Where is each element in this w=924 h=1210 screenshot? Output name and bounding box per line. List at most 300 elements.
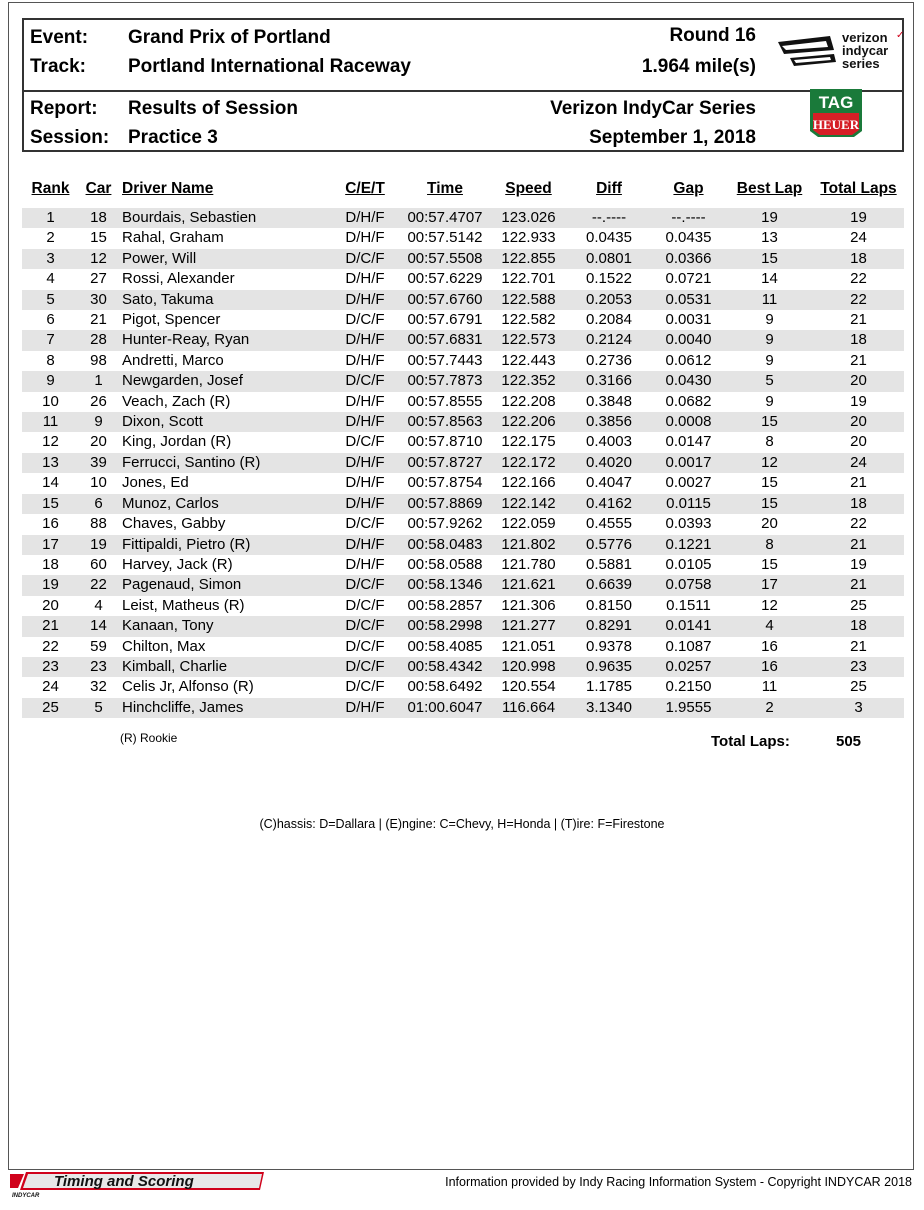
cell-total-laps: 18 [813, 249, 904, 269]
cell-car: 98 [90, 351, 107, 369]
col-header-cet: C/E/T [345, 180, 385, 197]
cell-time: 00:58.1346 [400, 575, 490, 595]
session-label: Session: [30, 127, 110, 148]
cell-driver: Bourdais, Sebastien [118, 208, 330, 228]
cell-gap: 0.0430 [651, 371, 726, 391]
heuer-text: HEUER [812, 117, 860, 132]
cell-cet: D/C/F [330, 249, 400, 269]
cell-time: 00:57.8754 [407, 474, 483, 492]
cell-time: 00:58.2857 [407, 596, 483, 614]
table-row [22, 290, 904, 310]
cell-speed: 121.802 [490, 535, 567, 555]
cell-rank: 14 [42, 474, 59, 492]
cell-time: 00:57.8710 [407, 433, 483, 451]
cell-time: 00:57.8869 [400, 494, 490, 514]
tag-heuer-logo [806, 87, 866, 139]
cell-speed: 122.573 [490, 330, 567, 350]
cell-driver: Pagenaud, Simon [118, 575, 330, 595]
cell-speed: 122.933 [501, 229, 556, 247]
cell-gap: 0.0435 [665, 229, 712, 247]
cell-diff: 0.4555 [586, 515, 632, 533]
cell-gap: 0.0141 [651, 616, 726, 636]
cell-time: 00:57.7873 [400, 371, 490, 391]
cell-best-lap: 5 [726, 371, 813, 391]
cell-driver: Kimball, Charlie [118, 657, 330, 677]
cell-best-lap: 11 [726, 290, 813, 310]
cell-best-lap: 19 [726, 208, 813, 228]
col-header-speed: Speed [505, 180, 552, 197]
cell-time: 00:58.0483 [400, 535, 490, 555]
cell-speed: 122.172 [490, 453, 567, 473]
cell-best-lap: 12 [761, 596, 778, 614]
cell-total-laps: 21 [850, 311, 867, 329]
col-header-driver: Driver Name [122, 180, 214, 197]
header-divider [24, 90, 902, 92]
cell-speed: 120.554 [501, 678, 556, 696]
cell-driver: Hinchcliffe, James [118, 698, 330, 718]
cell-driver: Pigot, Spencer [122, 311, 221, 329]
cell-cet: D/C/F [330, 616, 400, 636]
cell-driver: Harvey, Jack (R) [122, 555, 233, 573]
cell-speed: 122.142 [490, 494, 567, 514]
cell-best-lap: 2 [726, 698, 813, 718]
cell-gap: 0.0531 [651, 290, 726, 310]
table-row [22, 330, 904, 350]
cell-speed: 122.701 [501, 270, 556, 288]
cell-total-laps: 18 [813, 616, 904, 636]
cell-cet: D/H/F [330, 494, 400, 514]
cell-total-laps: 25 [850, 596, 867, 614]
col-header-time: Time [427, 180, 463, 197]
cell-rank: 7 [22, 330, 79, 350]
cell-cet: D/C/F [345, 637, 385, 655]
cell-diff: 0.3856 [567, 412, 651, 432]
cell-speed: 122.352 [490, 371, 567, 391]
table-row [22, 392, 904, 412]
cell-speed: 122.443 [501, 351, 556, 369]
cell-gap: 0.0366 [651, 249, 726, 269]
cell-diff: 0.0801 [567, 249, 651, 269]
cell-driver: Newgarden, Josef [118, 371, 330, 391]
cell-total-laps: 19 [813, 208, 904, 228]
cell-cet: D/C/F [330, 657, 400, 677]
col-header-gap: Gap [673, 180, 704, 197]
cell-car: 10 [90, 474, 107, 492]
cell-total-laps: 23 [813, 657, 904, 677]
cell-best-lap: 4 [726, 616, 813, 636]
cell-gap: 0.0031 [665, 311, 712, 329]
cell-rank: 19 [22, 575, 79, 595]
cell-cet: D/H/F [345, 555, 385, 573]
cell-rank: 17 [22, 535, 79, 555]
cell-total-laps: 22 [850, 515, 867, 533]
cell-time: 00:57.6831 [400, 330, 490, 350]
cell-driver: Dixon, Scott [118, 412, 330, 432]
cell-total-laps: 24 [813, 453, 904, 473]
event-value: Grand Prix of Portland [128, 27, 331, 48]
col-header-rank: Rank [31, 180, 70, 197]
cell-diff: 0.2053 [567, 290, 651, 310]
cell-cet: D/C/F [345, 678, 385, 696]
cell-driver: Fittipaldi, Pietro (R) [118, 535, 330, 555]
cell-speed: 121.306 [501, 596, 556, 614]
logo-series-text: series [842, 56, 880, 71]
cell-best-lap: 9 [765, 311, 774, 329]
cell-rank: 5 [22, 290, 79, 310]
table-row [22, 453, 904, 473]
cell-car: 22 [79, 575, 118, 595]
cell-diff: 0.9635 [567, 657, 651, 677]
cell-total-laps: 21 [850, 637, 867, 655]
cell-gap: --.---- [651, 208, 726, 228]
cell-car: 19 [79, 535, 118, 555]
timing-and-scoring-logo [10, 1170, 264, 1198]
cell-gap: 0.0017 [651, 453, 726, 473]
session-date: September 1, 2018 [589, 127, 756, 148]
cell-car: 18 [79, 208, 118, 228]
round-number: Round 16 [669, 25, 756, 46]
cell-gap: 0.0682 [665, 392, 712, 410]
cell-total-laps: 20 [813, 412, 904, 432]
cell-time: 01:00.6047 [400, 698, 490, 718]
cell-gap: 0.0040 [651, 330, 726, 350]
cell-cet: D/H/F [330, 412, 400, 432]
cell-best-lap: 12 [726, 453, 813, 473]
cell-time: 00:58.0588 [407, 555, 483, 573]
cell-cet: D/C/F [345, 596, 385, 614]
cell-cet: D/H/F [345, 270, 385, 288]
cell-total-laps: 25 [850, 678, 867, 696]
cell-rank: 25 [22, 698, 79, 718]
cell-speed: 123.026 [490, 208, 567, 228]
cell-best-lap: 16 [726, 657, 813, 677]
cell-time: 00:58.4085 [407, 637, 483, 655]
cell-gap: 0.0115 [651, 494, 726, 514]
cell-driver: Andretti, Marco [122, 351, 224, 369]
cell-car: 6 [79, 494, 118, 514]
cell-car: 28 [79, 330, 118, 350]
total-laps-label: Total Laps: [711, 733, 790, 750]
table-row [22, 208, 904, 228]
cell-total-laps: 3 [813, 698, 904, 718]
cell-best-lap: 16 [761, 637, 778, 655]
tag-text: TAG [818, 93, 854, 112]
cell-best-lap: 15 [761, 474, 778, 492]
cell-total-laps: 19 [850, 392, 867, 410]
cell-speed: 122.588 [490, 290, 567, 310]
cell-car: 12 [79, 249, 118, 269]
cell-time: 00:57.4707 [400, 208, 490, 228]
cell-best-lap: 15 [761, 555, 778, 573]
cell-best-lap: 8 [726, 535, 813, 555]
cell-diff: 0.6639 [567, 575, 651, 595]
cell-speed: 121.621 [490, 575, 567, 595]
cell-diff: --.---- [567, 208, 651, 228]
cell-driver: Jones, Ed [122, 474, 189, 492]
cell-time: 00:57.8727 [400, 453, 490, 473]
cell-best-lap: 15 [726, 494, 813, 514]
cell-car: 15 [90, 229, 107, 247]
cell-driver: Rossi, Alexander [122, 270, 235, 288]
cell-car: 39 [79, 453, 118, 473]
footer-logo-sub: INDYCAR [12, 1193, 40, 1199]
table-row [22, 535, 904, 555]
cell-driver: Hunter-Reay, Ryan [118, 330, 330, 350]
cell-driver: Celis Jr, Alfonso (R) [122, 678, 254, 696]
cell-time: 00:57.5142 [407, 229, 483, 247]
cell-diff: 0.1522 [586, 270, 632, 288]
cell-car: 26 [90, 392, 107, 410]
table-row [22, 555, 904, 575]
table-row [22, 249, 904, 269]
table-row [22, 371, 904, 391]
cell-gap: 0.0393 [665, 515, 712, 533]
cell-driver: Power, Will [118, 249, 330, 269]
table-row [22, 677, 904, 697]
cell-total-laps: 21 [813, 535, 904, 555]
table-row [22, 432, 904, 452]
table-row [22, 269, 904, 289]
session-value: Practice 3 [128, 127, 218, 148]
cell-gap: 0.0008 [651, 412, 726, 432]
cell-cet: D/H/F [345, 351, 385, 369]
cell-cet: D/H/F [345, 229, 385, 247]
table-header-row [22, 178, 904, 200]
cet-legend: (C)hassis: D=Dallara | (E)ngine: C=Chevy, H=Honda | (T)ire: F=Firestone [259, 817, 665, 831]
cell-gap: 0.2150 [665, 678, 712, 696]
cell-diff: 0.3848 [586, 392, 632, 410]
report-value: Results of Session [128, 98, 298, 119]
cell-rank: 22 [42, 637, 59, 655]
cell-speed: 122.582 [501, 311, 556, 329]
table-row [22, 514, 904, 534]
cell-cet: D/H/F [330, 290, 400, 310]
cell-rank: 1 [22, 208, 79, 228]
cell-total-laps: 19 [850, 555, 867, 573]
cell-best-lap: 20 [761, 515, 778, 533]
cell-time: 00:57.6229 [407, 270, 483, 288]
cell-total-laps: 18 [813, 330, 904, 350]
cell-gap: 0.0721 [665, 270, 712, 288]
cell-rank: 4 [46, 270, 55, 288]
cell-speed: 122.208 [501, 392, 556, 410]
results-body [22, 208, 904, 718]
cell-speed: 122.166 [501, 474, 556, 492]
cell-total-laps: 22 [850, 270, 867, 288]
footer-copyright: Information provided by Indy Racing Information System - Copyright INDYCAR 2018 [445, 1175, 912, 1189]
cell-diff: 0.8291 [567, 616, 651, 636]
track-label: Track: [30, 56, 86, 77]
track-distance: 1.964 mile(s) [641, 56, 756, 77]
cell-cet: D/H/F [330, 208, 400, 228]
cell-cet: D/H/F [330, 330, 400, 350]
cell-speed: 122.059 [501, 515, 556, 533]
cell-best-lap: 9 [765, 351, 774, 369]
cell-rank: 9 [22, 371, 79, 391]
cell-car: 1 [79, 371, 118, 391]
cell-best-lap: 11 [761, 678, 778, 696]
cell-total-laps: 24 [850, 229, 867, 247]
cell-best-lap: 9 [765, 392, 774, 410]
cell-best-lap: 15 [726, 249, 813, 269]
table-row [22, 657, 904, 677]
cell-rank: 16 [42, 515, 59, 533]
cell-time: 00:57.9262 [407, 515, 483, 533]
cell-diff: 0.3166 [567, 371, 651, 391]
table-row [22, 228, 904, 248]
cell-time: 00:57.6760 [400, 290, 490, 310]
cell-cet: D/H/F [345, 474, 385, 492]
cell-rank: 6 [46, 311, 55, 329]
footer-logo-text: Timing and Scoring [54, 1173, 194, 1190]
cell-gap: 1.9555 [651, 698, 726, 718]
cell-diff: 1.1785 [586, 678, 632, 696]
cell-gap: 0.1511 [666, 596, 711, 614]
cell-diff: 0.9378 [586, 637, 632, 655]
cell-gap: 0.0257 [651, 657, 726, 677]
cell-best-lap: 9 [726, 330, 813, 350]
cell-time: 00:58.6492 [407, 678, 483, 696]
cell-driver: Kanaan, Tony [118, 616, 330, 636]
cell-car: 60 [90, 555, 107, 573]
cell-best-lap: 14 [761, 270, 778, 288]
cell-speed: 120.998 [490, 657, 567, 677]
cell-car: 23 [79, 657, 118, 677]
cell-total-laps: 21 [850, 351, 867, 369]
cell-time: 00:57.6791 [407, 311, 483, 329]
cell-gap: 0.0612 [665, 351, 712, 369]
cell-total-laps: 18 [813, 494, 904, 514]
col-header-best-lap: Best Lap [736, 180, 803, 197]
cell-car: 4 [94, 596, 103, 614]
report-label: Report: [30, 98, 98, 119]
cell-speed: 121.780 [501, 555, 556, 573]
event-label: Event: [30, 27, 89, 48]
table-row [22, 575, 904, 595]
cell-car: 14 [79, 616, 118, 636]
cell-diff: 0.5881 [586, 555, 632, 573]
cell-time: 00:57.7443 [407, 351, 483, 369]
cell-car: 27 [90, 270, 107, 288]
col-header-car: Car [85, 180, 112, 197]
cell-gap: 0.1087 [665, 637, 712, 655]
cell-cet: D/C/F [330, 575, 400, 595]
table-row [22, 596, 904, 616]
table-row [22, 473, 904, 493]
cell-total-laps: 22 [813, 290, 904, 310]
table-row [22, 494, 904, 514]
cell-speed: 121.277 [490, 616, 567, 636]
verizon-check-icon: ✓ [896, 30, 905, 41]
total-laps-value: 505 [836, 733, 862, 750]
cell-rank: 10 [42, 392, 59, 410]
cell-best-lap: 8 [765, 433, 774, 451]
col-header-total-laps: Total Laps [820, 180, 897, 197]
cell-gap: 0.0147 [665, 433, 712, 451]
table-row [22, 310, 904, 330]
cell-driver: Rahal, Graham [122, 229, 224, 247]
table-row [22, 698, 904, 718]
cell-car: 20 [90, 433, 107, 451]
cell-car: 30 [79, 290, 118, 310]
cell-driver: Veach, Zach (R) [122, 392, 231, 410]
cell-diff: 0.4047 [586, 474, 632, 492]
cell-diff: 0.2736 [586, 351, 632, 369]
cell-time: 00:57.8563 [400, 412, 490, 432]
cell-speed: 122.175 [501, 433, 556, 451]
cell-rank: 20 [42, 596, 59, 614]
cell-total-laps: 21 [813, 575, 904, 595]
cell-gap: 0.0758 [651, 575, 726, 595]
cell-car: 5 [79, 698, 118, 718]
logo-verizon-text: verizon [842, 30, 888, 45]
results-table [22, 178, 904, 718]
cell-rank: 24 [42, 678, 59, 696]
cell-total-laps: 20 [850, 433, 867, 451]
cell-car: 9 [79, 412, 118, 432]
cell-speed: 122.855 [490, 249, 567, 269]
cell-rank: 3 [22, 249, 79, 269]
cell-rank: 11 [22, 412, 79, 432]
cell-rank: 2 [46, 229, 55, 247]
cell-speed: 122.206 [490, 412, 567, 432]
cell-diff: 0.4003 [586, 433, 632, 451]
cell-cet: D/C/F [330, 371, 400, 391]
cell-diff: 0.2124 [567, 330, 651, 350]
cell-best-lap: 13 [761, 229, 778, 247]
cell-best-lap: 15 [726, 412, 813, 432]
cell-time: 00:57.8555 [407, 392, 483, 410]
cell-driver: King, Jordan (R) [122, 433, 232, 451]
cell-car: 59 [90, 637, 107, 655]
cell-best-lap: 17 [726, 575, 813, 595]
cell-speed: 121.051 [501, 637, 556, 655]
logo-indycar-text: indycar [842, 43, 889, 58]
cell-gap: 0.0027 [665, 474, 712, 492]
cell-rank: 12 [42, 433, 59, 451]
table-row [22, 637, 904, 657]
rookie-note: (R) Rookie [120, 731, 178, 745]
cell-total-laps: 20 [813, 371, 904, 391]
cell-time: 00:58.4342 [400, 657, 490, 677]
cell-diff: 0.5776 [567, 535, 651, 555]
cell-diff: 0.8150 [586, 596, 632, 614]
cell-rank: 21 [22, 616, 79, 636]
cell-gap: 0.0105 [665, 555, 712, 573]
cell-rank: 8 [46, 351, 55, 369]
cell-driver: Ferrucci, Santino (R) [118, 453, 330, 473]
cell-rank: 18 [42, 555, 59, 573]
cell-cet: D/H/F [330, 698, 400, 718]
cell-cet: D/C/F [345, 515, 385, 533]
cell-car: 32 [90, 678, 107, 696]
cell-car: 21 [90, 311, 107, 329]
cell-driver: Munoz, Carlos [118, 494, 330, 514]
cell-time: 00:57.5508 [400, 249, 490, 269]
col-header-diff: Diff [596, 180, 622, 197]
cell-cet: D/H/F [330, 535, 400, 555]
cell-cet: D/H/F [330, 453, 400, 473]
cell-driver: Chaves, Gabby [122, 515, 226, 533]
cell-car: 88 [90, 515, 107, 533]
indycar-car-icon [778, 36, 836, 66]
cell-driver: Sato, Takuma [118, 290, 330, 310]
cell-speed: 116.664 [490, 698, 567, 718]
cell-rank: 15 [22, 494, 79, 514]
cell-diff: 0.2084 [586, 311, 632, 329]
cell-driver: Leist, Matheus (R) [122, 596, 245, 614]
cell-driver: Chilton, Max [122, 637, 206, 655]
